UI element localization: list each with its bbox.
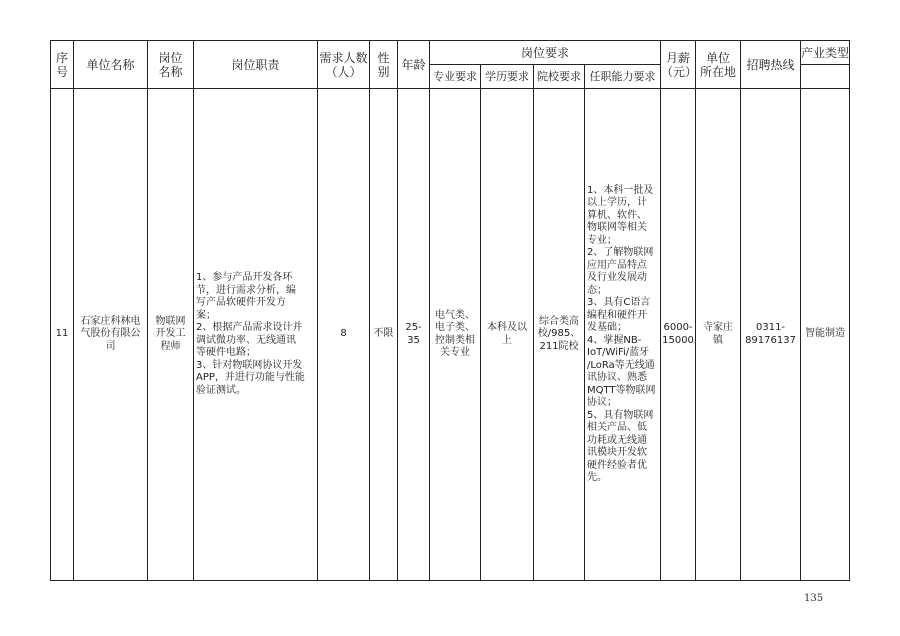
cell-company: 石家庄科林电 气股份有限公 司 <box>74 89 148 581</box>
header-headcount: 需求人数 （人） <box>318 41 370 89</box>
table-row <box>51 89 850 581</box>
header-ability: 任职能力要求 <box>585 65 661 89</box>
header-position: 岗位 名称 <box>148 41 194 89</box>
cell-duties: 1、参与产品开发各环 节，进行需求分析，编 写产品软硬件开发方 案； 2、根据产品需求设计并 调试微功率、无线通讯 等硬件电路； 3、针对物联网协议开发 APP，并进行功能与性能 验证测试。 <box>194 89 318 581</box>
header-location: 单位 所在地 <box>696 41 741 89</box>
header-industry-blank <box>801 65 850 89</box>
header-school: 院校要求 <box>534 65 585 89</box>
header-age: 年龄 <box>398 41 430 89</box>
cell-major: 电气类、 电子类、 控制类相 关专业 <box>430 89 481 581</box>
header-education: 学历要求 <box>481 65 534 89</box>
cell-ability: 1、本科一批及 以上学历，计 算机、软件、 物联网等相关 专业； 2、了解物联网 应用产品特点 及行业发展动 态； 3、具有C语言 编程和硬件开 发基础； 4、掌握NB- IoT/WiFi/蓝牙 /LoRa等无线通 讯协议、熟悉 MQTT等物联网 协议； 5、具有物联网 相关产品、低 功耗或无线通 讯模块开发软 硬件经验者优 先。 <box>585 89 661 581</box>
cell-age: 25- 35 <box>398 89 430 581</box>
cell-gender: 不限 <box>370 89 398 581</box>
page-number: 135 <box>804 593 824 604</box>
cell-location: 寺家庄 镇 <box>696 89 741 581</box>
header-hotline: 招聘热线 <box>741 41 801 89</box>
job-table <box>50 40 850 581</box>
header-requirements: 岗位要求 <box>430 41 661 65</box>
header-industry: 产业类型 <box>801 41 850 65</box>
header-seq: 序号 <box>51 41 74 89</box>
cell-hotline: 0311- 89176137 <box>741 89 801 581</box>
cell-headcount: 8 <box>318 89 370 581</box>
cell-school: 综合类高 校/985、 211院校 <box>534 89 585 581</box>
header-company: 单位名称 <box>74 41 148 89</box>
header-duties: 岗位职责 <box>194 41 318 89</box>
cell-seq: 11 <box>51 89 74 581</box>
cell-industry: 智能制造 <box>801 89 850 581</box>
cell-salary: 6000- 15000 <box>661 89 696 581</box>
header-major: 专业要求 <box>430 65 481 89</box>
cell-position: 物联网 开发工 程师 <box>148 89 194 581</box>
header-salary: 月薪 （元） <box>661 41 696 89</box>
header-gender: 性 别 <box>370 41 398 89</box>
cell-education: 本科及以 上 <box>481 89 534 581</box>
